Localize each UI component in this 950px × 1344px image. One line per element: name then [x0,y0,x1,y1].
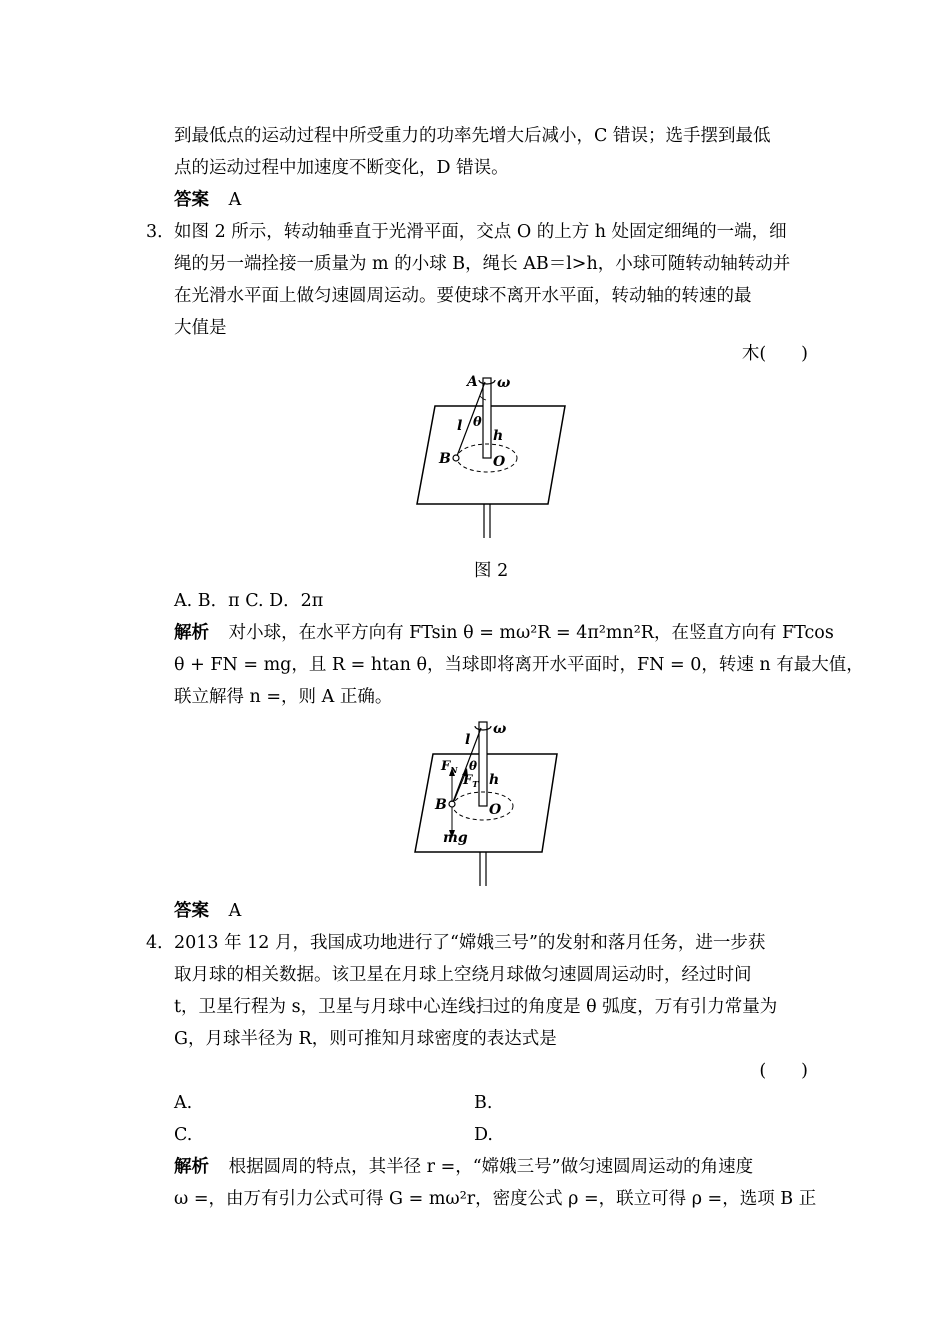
figure-2-diagram [405,368,575,540]
q3-options: A. B．π C. D．2π [174,591,324,611]
q4-line-1: 2013 年 12 月，我国成功地进行了“嫦娥三号”的发射和落月任务，进一步获 [174,933,766,953]
fig-label-B: B [439,451,451,467]
answer-label: 答案 [174,190,209,210]
fig2-label-FT-sub: T [472,779,479,789]
q3-line-3: 在光滑水平面上做匀速圆周运动。要使球不离开水平面，转动轴的转速的最 [174,286,752,306]
q4-line-2: 取月球的相关数据。该卫星在月球上空绕月球做匀速圆周运动时，经过时间 [174,965,752,985]
intro-answer [174,188,241,212]
answer-label: 答案 [174,901,209,921]
analysis-text: 根据圆周的特点，其半径 r =，“嫦娥三号”做匀速圆周运动的角速度 [228,1157,754,1177]
fig-label-h: h [493,428,504,444]
fig2-label-theta: θ [469,759,478,773]
q4-option-d: D. [474,1125,493,1145]
analysis-text: 对小球，在水平方向有 FTsin θ = mω²R = 4π²mn²R，在竖直方向有 FTcos [228,623,834,643]
q4-option-a: A. [174,1093,193,1113]
q4-number: 4． [146,933,175,953]
q4-answer-paren: ( ) [759,1061,808,1081]
q4-line-4: G，月球半径为 R，则可推知月球密度的表达式是 [174,1029,557,1049]
analysis-label: 解析 [174,1157,209,1177]
fig2-label-FN: F [441,759,451,774]
q3-analysis-line-1 [174,621,834,645]
analysis-label: 解析 [174,623,209,643]
q3-number: 3． [146,222,175,242]
q4-analysis-line-2: ω =，由万有引力公式可得 G = mω²r，密度公式 ρ =，联立可得 ρ =，选项 B 正 [174,1189,817,1209]
q3-analysis-line-2: θ + FN = mg，且 R = htan θ，当球即将离开水平面时，FN = 0，转速 n 有最大值， [174,655,864,675]
fig2-label-FN-sub: N [450,765,458,775]
q3-line-1: 如图 2 所示，转动轴垂直于光滑平面，交点 O 的上方 h 处固定细绳的一端，细 [174,222,787,242]
fig-label-l: l [457,418,463,434]
q3-answer [174,899,241,923]
fig-label-omega: ω [497,375,511,391]
q4-option-b: B. [474,1093,493,1113]
fig2-label-O: O [489,802,502,818]
fig2-label-mg: mg [443,830,468,846]
q3-analysis-line-3: 联立解得 n =，则 A 正确。 [174,687,393,707]
q3-answer-paren: 木( ) [741,344,808,364]
q4-analysis-line-1 [174,1155,753,1179]
force-diagram [405,718,565,888]
q4-line-3: t，卫星行程为 s，卫星与月球中心连线扫过的角度是 θ 弧度，万有引力常量为 [174,997,778,1017]
fig2-label-omega: ω [493,721,507,737]
fig-label-A: A [467,374,478,390]
intro-line-2: 点的运动过程中加速度不断变化，D 错误。 [174,158,509,178]
q3-line-4: 大值是 [174,318,227,338]
fig2-label-h: h [489,772,500,788]
answer-value: A [228,190,242,210]
q4-option-c: C. [174,1125,193,1145]
svg-text:FT [462,773,479,789]
fig2-label-FT: F [463,773,473,788]
figure-2-caption: 图 2 [474,561,509,581]
answer-value: A [228,901,242,921]
fig-label-theta: θ [473,415,482,430]
q3-line-2: 绳的另一端拴接一质量为 m 的小球 B，绳长 AB＝l>h，小球可随转动轴转动并 [174,254,791,274]
intro-line-1: 到最低点的运动过程中所受重力的功率先增大后减小，C 错误；选手摆到最低 [174,126,771,146]
fig2-label-B: B [435,797,447,813]
fig2-label-l: l [465,732,471,748]
fig-label-O: O [493,454,506,470]
svg-text:FN [440,759,458,775]
